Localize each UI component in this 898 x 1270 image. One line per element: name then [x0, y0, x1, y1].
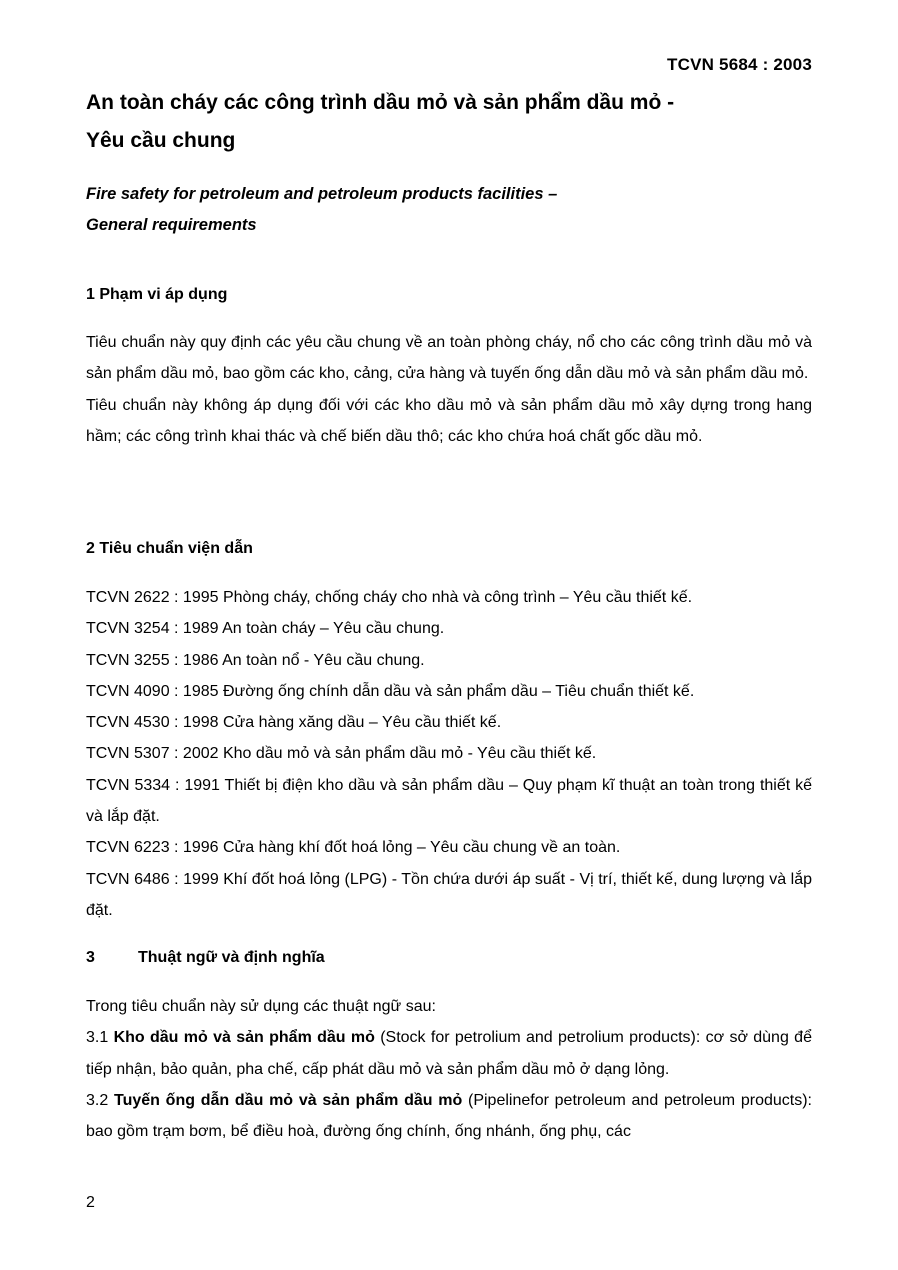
- definition-text: (Pipelinefor petroleum and petroleum products): bao gồm trạm bơm, bể điều hoà, đường ống chính, ống nhánh, ống phụ, các: [86, 1091, 812, 1141]
- definition-number: 3.2: [86, 1091, 109, 1109]
- section1-paragraph: Tiêu chuẩn này quy định các yêu cầu chung về an toàn phòng cháy, nổ cho các công trình dầu mỏ và sản phẩm dầu mỏ, bao gồm các kho, cảng, cửa hàng và tuyến ống dẫn dầu mỏ và sản phẩm dầu mỏ.: [86, 334, 812, 383]
- definition-text: (Stock for petrolium and petrolium products): cơ sở dùng để tiếp nhận, bảo quản, pha chế, cấp phát dầu mỏ và sản phẩm dầu mỏ ở dạng lỏng.: [86, 1029, 812, 1078]
- definition-term: Tuyến ống dẫn dầu mỏ và sản phẩm dầu mỏ: [114, 1091, 463, 1109]
- section3-title: Thuật ngữ và định nghĩa: [138, 949, 325, 966]
- title-en-line2: General requirements: [86, 216, 257, 234]
- title-vi-line1: An toàn cháy các công trình dầu mỏ và sản phẩm dầu mỏ -: [86, 91, 675, 114]
- reference-item: TCVN 5334 : 1991 Thiết bị điện kho dầu và sản phẩm dầu – Quy phạm kĩ thuật an toàn trong thiết kế và lắp đặt.: [86, 776, 812, 826]
- definition-3-2: [86, 1085, 812, 1148]
- page-number: 2: [86, 1194, 95, 1211]
- section3-intro: Trong tiêu chuẩn này sử dụng các thuật ngữ sau:: [86, 998, 436, 1015]
- title-english: [86, 179, 812, 241]
- section1-heading: 1 Phạm vi áp dụng: [86, 286, 228, 303]
- reference-item: TCVN 6223 : 1996 Cửa hàng khí đốt hoá lỏng – Yêu cầu chung về an toàn.: [86, 839, 621, 857]
- section1-body: [86, 327, 812, 452]
- title-vietnamese: [86, 84, 812, 160]
- definition-3-1: [86, 1022, 812, 1085]
- reference-item: TCVN 6486 : 1999 Khí đốt hoá lỏng (LPG) - Tồn chứa dưới áp suất - Vị trí, thiết kế, dung lượng và lắp đặt.: [86, 870, 812, 919]
- reference-item: TCVN 2622 : 1995 Phòng cháy, chống cháy cho nhà và công trình – Yêu cầu thiết kế.: [86, 589, 693, 606]
- section2-heading: 2 Tiêu chuẩn viện dẫn: [86, 540, 253, 557]
- reference-item: TCVN 3254 : 1989 An toàn cháy – Yêu cầu chung.: [86, 620, 445, 638]
- standard-code: TCVN 5684 : 2003: [667, 55, 812, 74]
- reference-item: TCVN 4090 : 1985 Đường ống chính dẫn dầu và sản phẩm dầu – Tiêu chuẩn thiết kế.: [86, 682, 695, 700]
- reference-list: [86, 582, 812, 926]
- reference-item: TCVN 4530 : 1998 Cửa hàng xăng dầu – Yêu cầu thiết kế.: [86, 714, 502, 732]
- definition-term: Kho dầu mỏ và sản phẩm dầu mỏ: [113, 1029, 375, 1047]
- section3-heading: [86, 947, 325, 969]
- reference-item: TCVN 5307 : 2002 Kho dầu mỏ và sản phẩm dầu mỏ - Yêu cầu thiết kế.: [86, 745, 597, 763]
- reference-item: TCVN 3255 : 1986 An toàn nổ - Yêu cầu chung.: [86, 651, 425, 669]
- section3-body: [86, 991, 812, 1147]
- title-en-line1: Fire safety for petroleum and petroleum products facilities –: [86, 185, 558, 203]
- section1-paragraph: Tiêu chuẩn này không áp dụng đối với các kho dầu mỏ và sản phẩm dầu mỏ xây dựng trong hang hầm; các công trình khai thác và chế biến dầu thô; các kho chứa hoá chất gốc dầu mỏ.: [86, 396, 812, 445]
- definition-number: 3.1: [86, 1029, 109, 1047]
- section3-number: 3: [86, 949, 95, 966]
- title-vi-line2: Yêu cầu chung: [86, 129, 236, 152]
